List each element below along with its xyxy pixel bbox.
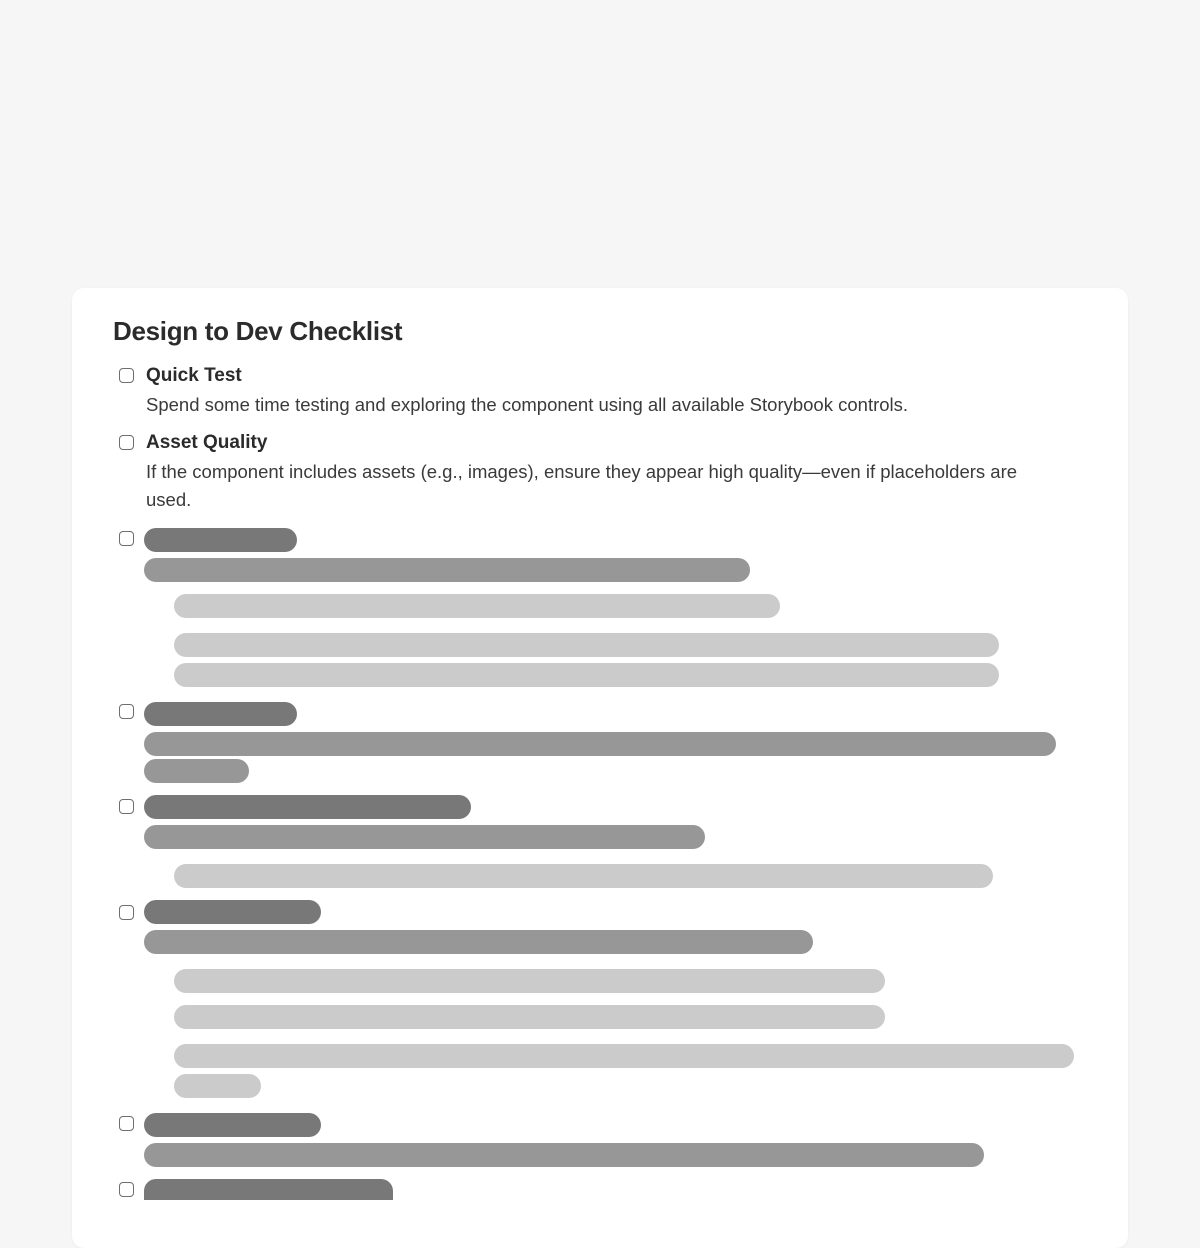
skeleton-label — [144, 528, 297, 552]
skeleton-sub-line — [174, 1074, 261, 1098]
skeleton-label — [144, 795, 471, 819]
item-description-asset-quality: If the component includes assets (e.g., images), ensure they appear high quality—even if placeholders are used. — [146, 461, 1018, 510]
page-title: Design to Dev Checklist — [113, 316, 403, 346]
checkbox-quick-test[interactable] — [119, 368, 134, 383]
skeleton-label — [144, 702, 297, 726]
item-description-quick-test: Spend some time testing and exploring the component using all available Storybook controls. — [146, 394, 909, 415]
skeleton-description — [144, 930, 813, 954]
skeleton-description — [144, 825, 705, 849]
skeleton-sub-line — [174, 633, 999, 657]
skeleton-description — [144, 759, 249, 783]
skeleton-description — [144, 558, 750, 582]
skeleton-sub-line — [174, 1044, 1074, 1068]
checkbox-placeholder-5[interactable] — [119, 799, 134, 814]
skeleton-sub-line — [174, 594, 780, 618]
skeleton-sub-line — [174, 663, 999, 687]
item-label-quick-test: Quick Test — [146, 365, 242, 386]
skeleton-label — [144, 1113, 321, 1137]
skeleton-description — [144, 732, 1056, 756]
skeleton-sub-line — [174, 969, 885, 993]
checkbox-placeholder-6[interactable] — [119, 905, 134, 920]
skeleton-label — [144, 1179, 393, 1200]
skeleton-sub-line — [174, 864, 993, 888]
checkbox-asset-quality[interactable] — [119, 435, 134, 450]
checkbox-placeholder-7[interactable] — [119, 1116, 134, 1131]
skeleton-description — [144, 1143, 984, 1167]
checkbox-placeholder-8[interactable] — [119, 1182, 134, 1197]
item-label-asset-quality: Asset Quality — [146, 432, 268, 453]
checkbox-placeholder-3[interactable] — [119, 531, 134, 546]
skeleton-label — [144, 900, 321, 924]
checkbox-placeholder-4[interactable] — [119, 704, 134, 719]
skeleton-sub-line — [174, 1005, 885, 1029]
